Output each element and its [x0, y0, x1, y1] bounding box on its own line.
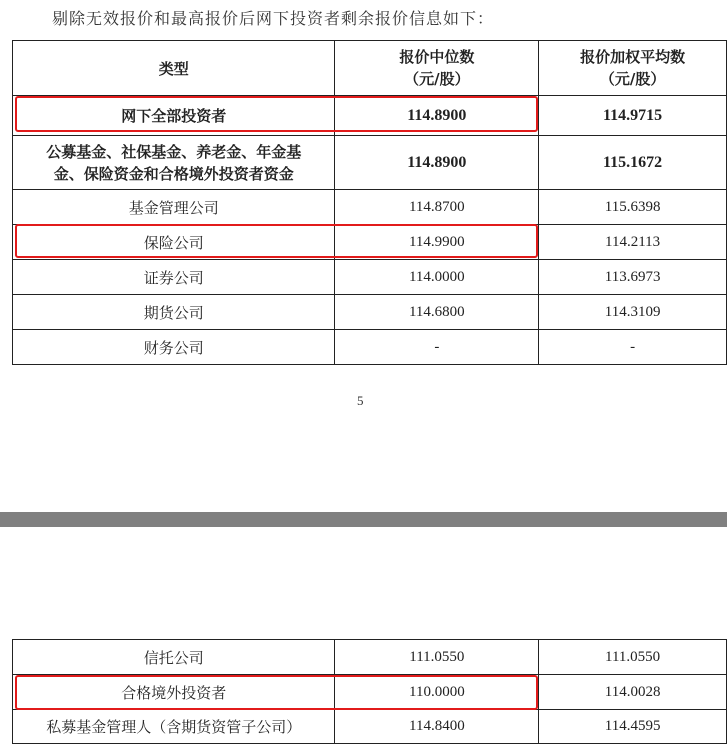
row-median: 114.8700 — [335, 190, 539, 225]
header-weighted-line2: （元/股） — [599, 70, 666, 88]
intro-text: 剔除无效报价和最高报价后网下投资者剩余报价信息如下： — [52, 9, 495, 28]
row-type: 财务公司 — [13, 330, 335, 365]
row-weighted: 114.3109 — [539, 295, 727, 330]
header-median — [335, 41, 539, 96]
header-type: 类型 — [13, 41, 335, 96]
row-weighted: 114.0028 — [539, 675, 727, 710]
table-row — [13, 260, 727, 295]
row-type-line2: 金、保险资金和合格境外投资者资金 — [53, 164, 294, 183]
table-row — [13, 136, 727, 190]
table-row — [13, 710, 727, 744]
row-type: 合格境外投资者 — [13, 675, 335, 710]
row-weighted: 114.9715 — [539, 96, 727, 136]
row-weighted: 113.6973 — [539, 260, 727, 295]
row-type: 私募基金管理人（含期货资管子公司） — [13, 710, 335, 744]
row-median: 114.8900 — [335, 136, 539, 190]
header-weighted — [539, 41, 727, 96]
row-median: 114.0000 — [335, 260, 539, 295]
row-weighted: - — [539, 330, 727, 365]
row-type: 保险公司 — [13, 225, 335, 260]
table-row — [13, 190, 727, 225]
row-weighted: 115.6398 — [539, 190, 727, 225]
row-type: 信托公司 — [13, 640, 335, 675]
page-number: 5 — [357, 393, 364, 408]
row-median: 111.0550 — [335, 640, 539, 675]
row-type — [13, 136, 335, 190]
row-median: 114.6800 — [335, 295, 539, 330]
header-weighted-line1: 报价加权平均数 — [580, 48, 686, 66]
row-weighted: 115.1672 — [539, 136, 727, 190]
row-type-line1: 公募基金、社保基金、养老金、年金基 — [46, 142, 302, 161]
row-median: 114.8900 — [335, 96, 539, 136]
row-type: 证券公司 — [13, 260, 335, 295]
table-header-row — [13, 41, 727, 96]
header-median-line1: 报价中位数 — [399, 48, 475, 66]
row-median: 114.8400 — [335, 710, 539, 744]
table-row — [13, 640, 727, 675]
row-type: 基金管理公司 — [13, 190, 335, 225]
quote-table-page1 — [12, 40, 727, 365]
row-median: - — [335, 330, 539, 365]
table-row — [13, 330, 727, 365]
row-weighted: 114.2113 — [539, 225, 727, 260]
table-row — [13, 675, 727, 710]
header-median-line2: （元/股） — [404, 70, 470, 88]
quote-table-page2 — [12, 639, 727, 744]
table-row — [13, 96, 727, 136]
table-row — [13, 225, 727, 260]
table-row — [13, 295, 727, 330]
row-weighted: 111.0550 — [539, 640, 727, 675]
page-separator — [0, 512, 727, 527]
row-type: 期货公司 — [13, 295, 335, 330]
row-median: 114.9900 — [335, 225, 539, 260]
row-median: 110.0000 — [335, 675, 539, 710]
row-type: 网下全部投资者 — [13, 96, 335, 136]
row-weighted: 114.4595 — [539, 710, 727, 744]
